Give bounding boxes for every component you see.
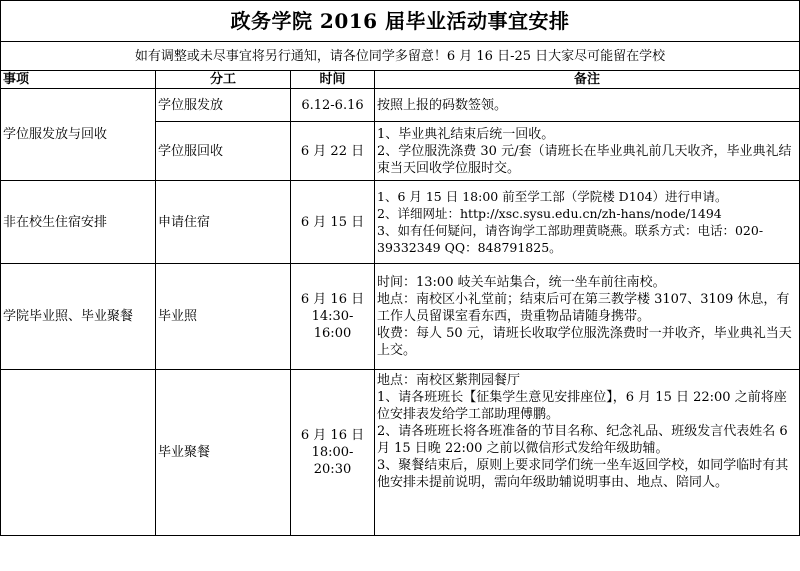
division-lodging: 申请住宿 xyxy=(156,181,291,264)
remarks-gown-return: 1、毕业典礼结束后统一回收。 2、学位服洗涤费 30 元/套（请班长在毕业典礼前几天收齐，毕业典礼结束当天回收学位服时交。 xyxy=(375,122,800,181)
notice-text: 如有调整或未尽事宜将另行通知，请各位同学多留意！6 月 16 日-25 日大家尽可能留在学校 xyxy=(1,42,800,71)
table-row-banquet xyxy=(1,370,800,536)
time-gown-issue: 6.12-6.16 xyxy=(291,89,375,122)
item-lodging: 非在校生住宿安排 xyxy=(1,181,156,264)
header-time: 时间 xyxy=(291,71,375,89)
header-remarks: 备注 xyxy=(375,71,800,89)
time-lodging: 6 月 15 日 xyxy=(291,181,375,264)
item-banquet xyxy=(1,370,156,536)
item-gown: 学位服发放与回收 xyxy=(1,89,156,181)
table-row-photo xyxy=(1,264,800,370)
time-photo xyxy=(291,264,375,370)
time-banquet-range: 18:00-20:30 xyxy=(311,445,354,477)
time-gown-return: 6 月 22 日 xyxy=(291,122,375,181)
remarks-lodging: 1、6 月 15 日 18:00 前至学工部（学院楼 D104）进行申请。 2、详细网址：http://xsc.sysu.edu.cn/zh-hans/node/1494 3、如有任何疑问，请咨询学工部助理黄晓燕。联系方式：电话：020-39332349 QQ：848791825。 xyxy=(375,181,800,264)
header-row xyxy=(1,71,800,89)
table-row-gown-issue xyxy=(1,89,800,122)
time-photo-range: 14:30-16:00 xyxy=(311,309,354,341)
time-banquet-date: 6 月 16 日 xyxy=(300,428,365,443)
header-division: 分工 xyxy=(156,71,291,89)
item-photo: 学院毕业照、毕业聚餐 xyxy=(1,264,156,370)
division-gown-return: 学位服回收 xyxy=(156,122,291,181)
remarks-banquet: 地点：南校区紫荆园餐厅 1、请各班班长【征集学生意见安排座位】，6 月 15 日 22:00 之前将座位安排表发给学工部助理傅鹏。 2、请各班班长将各班准备的节目名称、纪念礼品、班级发言代表姓名 6 月 15 日晚 22:00 之前以微信形式发给年级助辅。 3、聚餐结束后，原则上要求同学们统一坐车返回学校，如同学临时有其他安排未提前说明，需向年级助辅说明事由、地点、陪同人。 xyxy=(375,370,800,536)
time-photo-date: 6 月 16 日 xyxy=(300,292,365,307)
header-item: 事项 xyxy=(1,71,156,89)
table-row-lodging xyxy=(1,181,800,264)
remarks-gown-issue: 按照上报的码数签领。 xyxy=(375,89,800,122)
division-banquet: 毕业聚餐 xyxy=(156,370,291,536)
division-photo: 毕业照 xyxy=(156,264,291,370)
time-banquet xyxy=(291,370,375,536)
division-gown-issue: 学位服发放 xyxy=(156,89,291,122)
remarks-photo: 时间：13:00 岐关车站集合，统一坐车前往南校。 地点：南校区小礼堂前；结束后可在第三教学楼 3107、3109 休息，有工作人员留课室看东西，贵重物品请随身携带。 收费：每人 50 元，请班长收取学位服洗涤费时一并收齐，毕业典礼当天上交。 xyxy=(375,264,800,370)
document-title: 政务学院 2016 届毕业活动事宜安排 xyxy=(1,1,800,42)
